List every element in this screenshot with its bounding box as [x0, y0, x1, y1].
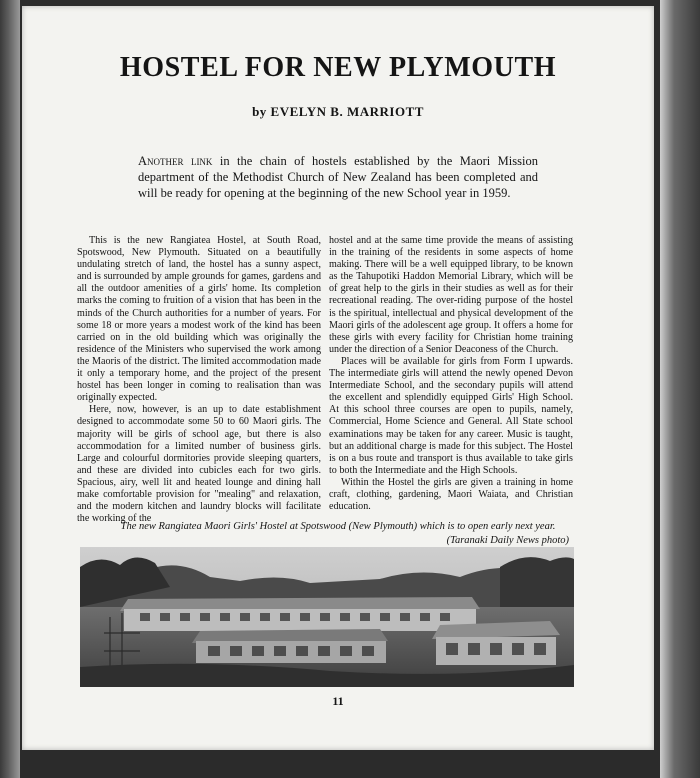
- hostel-photo: [80, 547, 574, 687]
- scan-right-edge: [660, 0, 700, 778]
- left-column: [77, 235, 321, 525]
- article-intro: [138, 153, 538, 201]
- intro-text: in the chain of hostels established by the Maori Mission department of the Methodist Church of New Zealand has been completed and will be ready for opening at the beginning of the new School year in 1959.: [138, 154, 538, 200]
- paragraph: This is the new Rangiatea Hostel, at South Road, Spotswood, New Plymouth. Situated on a beautifully undulating stretch of land, the hostel has a sunny aspect, and is surrounded by ample grounds for games, gardens and all the outdoor amenities of a girls' home. Its completion marks the coming to fruition of a vision that has been in the minds of the Church authorities for a number of years. For some 18 or more years a modest work of the kind has been carried on in the old building which was originally the residence of the Ministers who supervised the work among the Maoris of the district. The limited accommodation made it only a temporary home, and the project of the present hostel has been longer in coming to realisation than was originally expected.: [77, 235, 321, 404]
- right-column: [329, 235, 573, 513]
- article-title: HOSTEL FOR NEW PLYMOUTH: [119, 52, 557, 83]
- paragraph: Here, now, however, is an up to date establishment designed to accommodate some 50 to 60 Maori girls. The majority will be girls of school age, but there is also accommodation for a limited number of business girls. Large and colourful dormitories provide sleeping quarters, and these are divided into cubicles each for two girls. Spacious, airy, well lit and heated lounge and dining hall make comfortable provision for "mealing" and relaxation, and the modern kitchen and laundry blocks will facilitate the working of the: [77, 404, 321, 525]
- page-number: 11: [332, 694, 344, 708]
- photo-caption: The new Rangiatea Maori Girls' Hostel at Spotswood (New Plymouth) which is to open early next year.: [120, 521, 556, 532]
- article-byline: by EVELYN B. MARRIOTT: [252, 104, 424, 119]
- magazine-page: [22, 6, 654, 750]
- photo-credit: (Taranaki Daily News photo): [446, 535, 569, 546]
- intro-lead: Another link: [138, 154, 213, 168]
- paragraph: Within the Hostel the girls are given a training in home craft, clothing, gardening, Maori Waiata, and Christian education.: [329, 476, 573, 513]
- hostel-photo-image: [80, 547, 574, 687]
- paragraph: hostel and at the same time provide the means of assisting in the training of the residents in some aspects of home making. There will be a well equipped library, to be known as the Tahupotiki Haddon Memorial Library, which will be of great help to the girls in their studies as well as for their recreational reading. The over-riding purpose of the hostel is the spiritual, intellectual and physical development of the Maori girls of the adolescent age group. It offers a home for these girls with every facility for Christian home training under the direction of a Senior Deaconess of the Church.: [329, 235, 573, 355]
- scan-left-edge: [0, 0, 20, 778]
- paragraph: Places will be available for girls from Form I upwards. The intermediate girls will attend the newly opened Devon Intermediate School, and the secondary pupils will attend the excellent and splendidly equipped Girls' High School. At this school three courses are open to pupils, namely, Commercial, Home Science and General. All State school examinations may be taken for any career. Music is taught, but an additional charge is made for this subject. The Hostel is on a bus route and transport is thus available to take girls to both the Intermediate and the High Schools.: [329, 355, 573, 476]
